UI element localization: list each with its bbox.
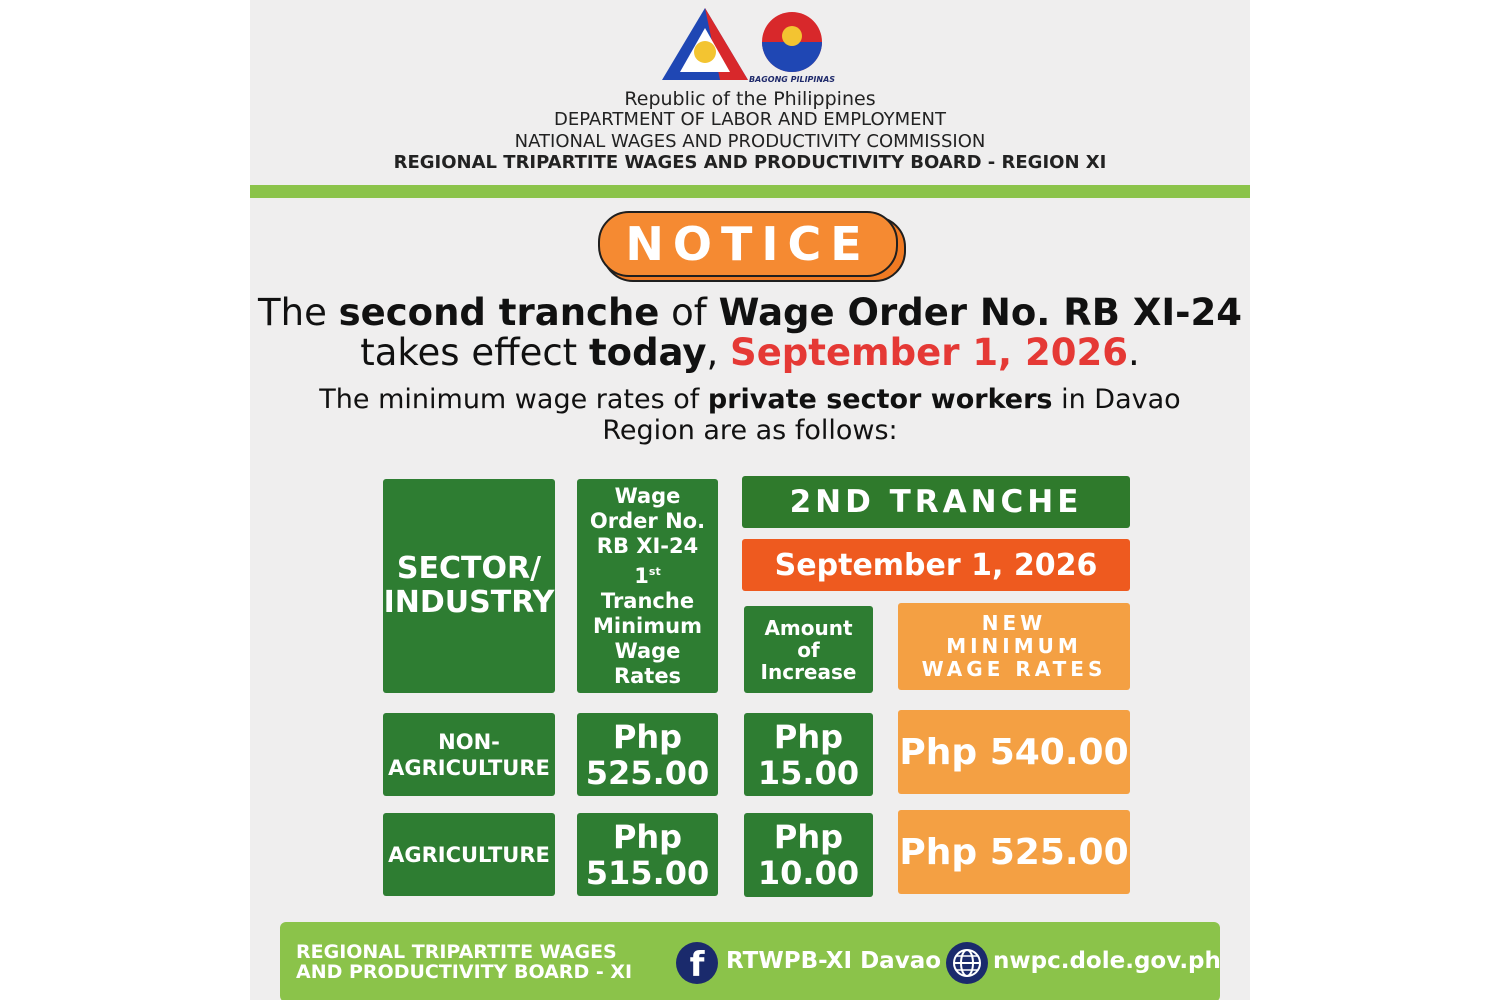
footer-board-name: REGIONAL TRIPARTITE WAGES AND PRODUCTIVITY BOARD - XI [296, 941, 633, 983]
headline-emphasis: today [588, 331, 707, 374]
facebook-page-link[interactable]: RTWPB-XI Davao [726, 948, 942, 974]
headline-text: , [706, 331, 731, 374]
row-sector-agri: AGRICULTURE [383, 813, 555, 896]
row-new-agri: Php 525.00 [898, 810, 1130, 894]
facebook-icon: f [676, 942, 718, 984]
first-tranche-header-text: Wage Order No. RB XI-24 1 [589, 483, 706, 588]
second-tranche-date: September 1, 2026 [742, 539, 1130, 591]
globe-icon [946, 942, 988, 984]
new-rate-header: NEW MINIMUM WAGE RATES [898, 603, 1130, 690]
headline-wage-order: Wage Order No. RB XI-24 [718, 291, 1242, 334]
first-tranche-header-text: Tranche Minimum Wage Rates [593, 588, 702, 688]
row-sector-nonagri: NON-AGRICULTURE [383, 713, 555, 796]
logo-caption: BAGONG PILIPINAS [748, 75, 836, 84]
footer-bar [280, 922, 1220, 1000]
row-increase-nonagri: Php 15.00 [744, 713, 873, 796]
first-tranche-header [577, 479, 718, 693]
ordinal-suffix: st [648, 564, 661, 578]
header-republic: Republic of the Philippines [624, 88, 876, 110]
row-first-agri: Php 515.00 [577, 813, 718, 896]
row-first-nonagri: Php 525.00 [577, 713, 718, 796]
notice-badge: NOTICE [598, 211, 898, 277]
headline-line-1 [250, 293, 1250, 333]
intro-part: in Davao Region are as follows: [602, 384, 1181, 446]
row-increase-agri: Php 10.00 [744, 813, 873, 897]
header-divider [250, 185, 1250, 198]
headline-emphasis: second tranche [338, 291, 660, 334]
header-board: REGIONAL TRIPARTITE WAGES AND PRODUCTIVITY BOARD - REGION XI [393, 152, 1107, 173]
header-department: DEPARTMENT OF LABOR AND EMPLOYMENT [553, 109, 946, 130]
sector-header: SECTOR/ INDUSTRY [383, 479, 555, 693]
intro-text [270, 384, 1230, 446]
headline-text: The [258, 291, 339, 334]
dole-logo [660, 6, 840, 84]
headline-date: September 1, 2026 [730, 331, 1128, 374]
header-commission: NATIONAL WAGES AND PRODUCTIVITY COMMISSION [514, 131, 986, 152]
headline-line-2 [250, 333, 1250, 373]
intro-part: The minimum wage rates of [319, 384, 708, 415]
headline-text: of [659, 291, 719, 334]
agency-logos [660, 6, 840, 84]
wage-notice-poster [250, 0, 1250, 1000]
headline-text: . [1127, 331, 1140, 374]
row-new-nonagri: Php 540.00 [898, 710, 1130, 794]
increase-header: Amount of Increase [744, 606, 873, 693]
website-link[interactable]: nwpc.dole.gov.ph [993, 948, 1221, 974]
intro-emphasis: private sector workers [707, 384, 1053, 415]
second-tranche-header: 2ND TRANCHE [742, 476, 1130, 528]
headline-text: takes effect [360, 331, 589, 374]
